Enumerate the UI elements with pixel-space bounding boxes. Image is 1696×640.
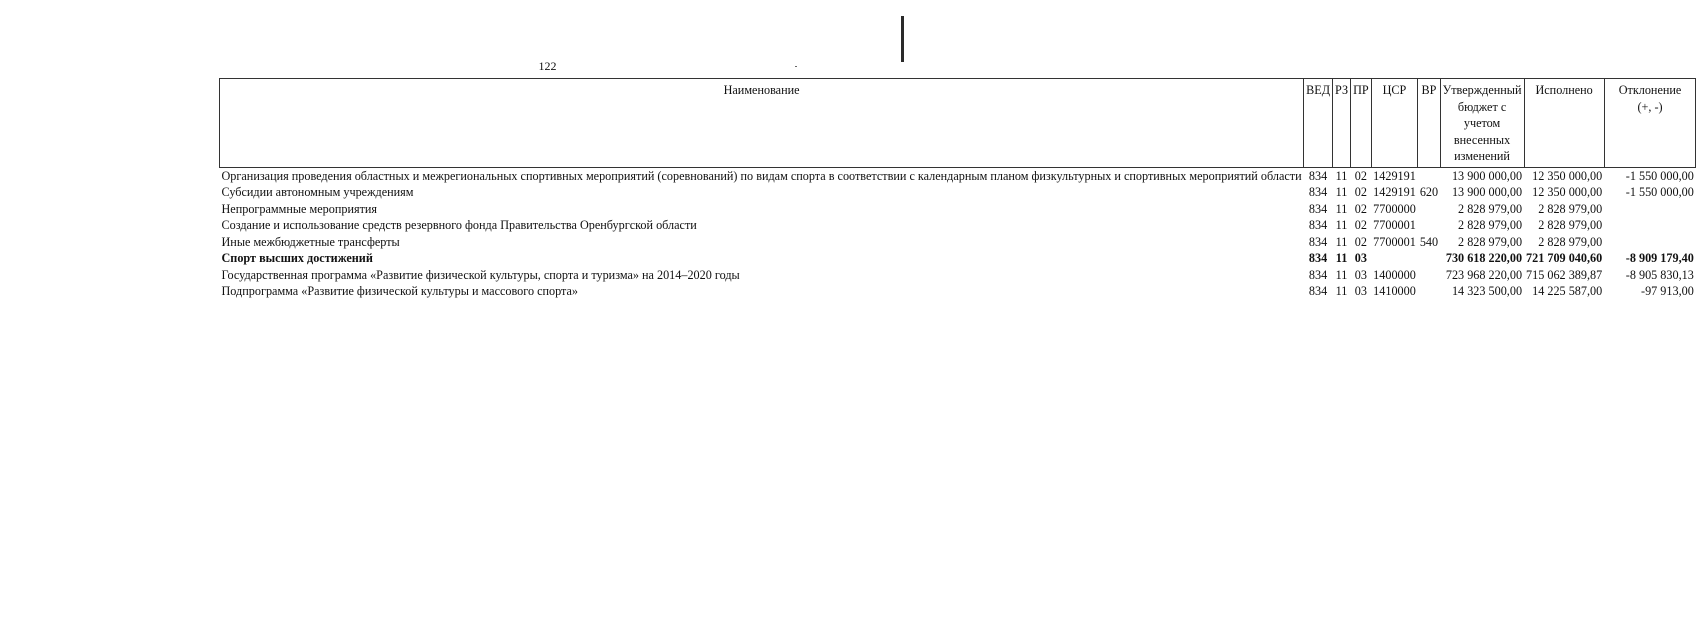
row-approved: 2 828 979,00 xyxy=(1458,201,1523,216)
row-rz: 11 xyxy=(1335,267,1348,282)
row-executed: 2 828 979,00 xyxy=(1538,201,1603,216)
row-vr: 620 xyxy=(1419,185,1439,199)
row-executed: 2 828 979,00 xyxy=(1538,218,1603,232)
header-approved: Утвержденный бюджет с учетом внесенных изменений xyxy=(1440,79,1524,168)
row-deviation: -97 913,00 xyxy=(1641,284,1694,298)
row-deviation xyxy=(1604,201,1696,218)
row-vr xyxy=(1418,167,1440,184)
header-executed: Исполнено xyxy=(1524,79,1604,168)
row-approved: 2 828 979,00 xyxy=(1458,218,1523,232)
row-name: Иные межбюджетные трансферты xyxy=(221,234,400,249)
row-vr xyxy=(1418,250,1440,267)
header-deviation: Отклонение (+, -) xyxy=(1604,79,1696,168)
row-pr: 03 xyxy=(1354,284,1367,298)
row-ved: 834 xyxy=(1308,234,1328,249)
row-vr xyxy=(1418,217,1440,234)
row-executed: 14 225 587,00 xyxy=(1532,284,1603,298)
table-row xyxy=(220,267,1696,284)
row-csr: 1429191 xyxy=(1373,168,1416,183)
page-number-row xyxy=(0,59,905,74)
budget-table xyxy=(219,78,1696,300)
header-vr: ВР xyxy=(1418,79,1440,168)
row-ved: 834 xyxy=(1308,168,1328,183)
table-header xyxy=(220,79,1696,168)
table-row xyxy=(220,201,1696,218)
row-pr: 03 xyxy=(1354,251,1367,265)
table-row xyxy=(220,217,1696,234)
header-pr: ПР xyxy=(1351,79,1372,168)
row-ved: 834 xyxy=(1308,267,1328,282)
scan-edge-mark xyxy=(901,16,904,62)
row-rz: 11 xyxy=(1335,251,1348,265)
row-deviation: -1 550 000,00 xyxy=(1625,168,1694,183)
row-csr: 7700001 xyxy=(1373,218,1416,232)
row-ved: 834 xyxy=(1308,185,1328,199)
row-executed: 2 828 979,00 xyxy=(1538,234,1603,249)
row-csr: 1410000 xyxy=(1373,284,1416,298)
row-approved: 13 900 000,00 xyxy=(1451,168,1523,183)
table-body xyxy=(220,167,1696,300)
row-name: Подпрограмма «Развитие физической культуры и массового спорта» xyxy=(221,284,579,298)
row-approved: 13 900 000,00 xyxy=(1451,185,1523,199)
row-pr: 02 xyxy=(1354,185,1367,199)
row-ved: 834 xyxy=(1308,251,1328,265)
row-deviation xyxy=(1604,234,1696,251)
row-deviation: -8 905 830,13 xyxy=(1625,267,1694,282)
table-row xyxy=(220,167,1696,184)
scan-dot xyxy=(795,66,797,67)
table-row-section-total xyxy=(220,250,1696,267)
row-vr xyxy=(1418,283,1440,300)
row-csr: 7700001 xyxy=(1373,234,1416,249)
row-approved: 730 618 220,00 xyxy=(1445,251,1523,265)
row-rz: 11 xyxy=(1335,234,1348,249)
row-name: Субсидии автономным учреждениям xyxy=(221,185,414,199)
row-name: Создание и использование средств резервного фонда Правительства Оренбургской области xyxy=(221,218,697,232)
row-executed: 721 709 040,60 xyxy=(1526,251,1603,265)
row-rz: 11 xyxy=(1335,218,1348,232)
row-csr: 7700000 xyxy=(1373,201,1416,216)
row-deviation: -1 550 000,00 xyxy=(1625,185,1694,199)
row-rz: 11 xyxy=(1335,168,1348,183)
row-rz: 11 xyxy=(1335,201,1348,216)
row-rz: 11 xyxy=(1335,284,1348,298)
row-approved: 2 828 979,00 xyxy=(1458,234,1523,249)
row-vr xyxy=(1418,267,1440,284)
row-approved: 723 968 220,00 xyxy=(1445,267,1523,282)
table-row xyxy=(220,234,1696,251)
row-name: Непрограммные мероприятия xyxy=(221,201,378,216)
row-csr xyxy=(1371,250,1418,267)
page-number: 122 xyxy=(538,59,557,73)
row-ved: 834 xyxy=(1308,218,1328,232)
table-row xyxy=(220,283,1696,300)
row-executed: 12 350 000,00 xyxy=(1532,168,1603,183)
row-csr: 1400000 xyxy=(1373,267,1416,282)
row-pr: 03 xyxy=(1354,267,1367,282)
row-deviation xyxy=(1604,217,1696,234)
row-deviation: -8 909 179,40 xyxy=(1625,251,1694,265)
row-pr: 02 xyxy=(1354,234,1367,249)
row-executed: 12 350 000,00 xyxy=(1532,185,1603,199)
row-ved: 834 xyxy=(1308,201,1328,216)
row-name: Организация проведения областных и межрегиональных спортивных мероприятий (соревнований) по видам спорта в соответствии с календарным планом физкультурных и спортивных мероприятий области xyxy=(221,168,1302,183)
table-row xyxy=(220,184,1696,201)
row-executed: 715 062 389,87 xyxy=(1526,267,1603,282)
row-csr: 1429191 xyxy=(1373,185,1416,199)
header-csr: ЦСР xyxy=(1371,79,1418,168)
row-vr xyxy=(1418,201,1440,218)
row-vr: 540 xyxy=(1419,234,1439,249)
row-approved: 14 323 500,00 xyxy=(1451,284,1523,298)
row-ved: 834 xyxy=(1308,284,1328,298)
row-pr: 02 xyxy=(1354,201,1367,216)
header-ved: ВЕД xyxy=(1304,79,1333,168)
row-name: Государственная программа «Развитие физической культуры, спорта и туризма» на 2014–2020 годы xyxy=(221,267,740,282)
header-name: Наименование xyxy=(220,79,1304,168)
row-pr: 02 xyxy=(1354,218,1367,232)
row-rz: 11 xyxy=(1335,185,1348,199)
row-pr: 02 xyxy=(1354,168,1367,183)
row-name: Спорт высших достижений xyxy=(221,251,373,265)
header-rz: РЗ xyxy=(1333,79,1351,168)
